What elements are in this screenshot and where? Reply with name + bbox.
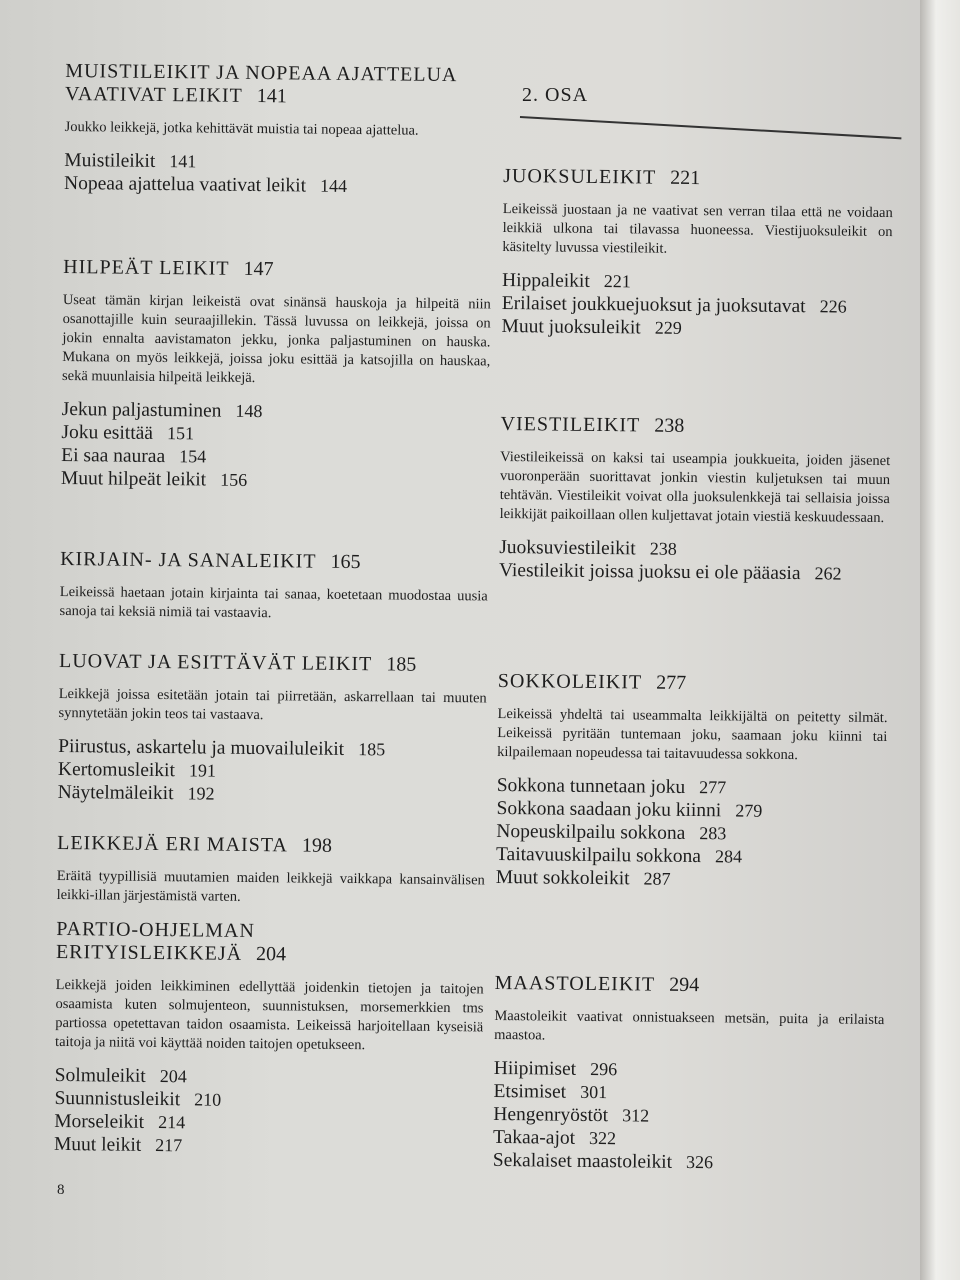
entry-page: 210 — [194, 1089, 222, 1110]
toc-entry — [496, 866, 886, 893]
toc-section — [59, 548, 488, 625]
section-page: 165 — [330, 550, 361, 574]
section-title — [56, 918, 484, 968]
entry-page: 156 — [220, 469, 248, 490]
toc-section — [501, 165, 893, 342]
entry-label: Muut juoksuleikit — [501, 315, 641, 339]
entry-label: Viestileikit joissa juoksu ei ole pääasia — [498, 559, 801, 585]
section-title-text: MUISTILEIKIT JA NOPEAA AJATTELUA VAATIVAT LEIKIT — [64, 59, 457, 107]
toc-entry — [493, 1149, 883, 1176]
facing-page-edge — [920, 0, 960, 1280]
section-title-text: PARTIO-OHJELMAN ERITYISLEIKKEJÄ — [55, 917, 256, 965]
entry-list — [54, 1064, 483, 1160]
toc-entry — [54, 1133, 482, 1160]
section-title-text: LEIKKEJÄ ERI MAISTA — [57, 831, 288, 857]
section-title — [59, 650, 487, 677]
entry-label: Suunnistusleikit — [54, 1087, 181, 1111]
section-description: Useat tämän kirjan leikeistä ovat sinänsä hauskoja ja hilpeitä niin osanottajille kuin seuraajillekin. Tässä luvussa on leikkejä, joissa on jokin ennalta aavistamaton jekku, jonka paljastuminen on hauska. Mukana on myös leikkejä, joissa joku esittää ja katsojilla on hauskaa, sekä muunlaisia hilpeitä leikkejä. — [61, 291, 491, 387]
section-title — [495, 972, 885, 999]
entry-page: 279 — [735, 800, 763, 821]
entry-label: Hiipimiset — [493, 1057, 577, 1080]
toc-section — [54, 918, 484, 1160]
page-number: 8 — [57, 1182, 65, 1198]
section-page: 185 — [386, 653, 417, 676]
section-page: 238 — [654, 414, 685, 437]
entry-page: 217 — [155, 1134, 183, 1156]
entry-page: 296 — [590, 1058, 618, 1080]
entry-label: Nopeaa ajattelua vaativat leikit — [63, 172, 307, 197]
entry-page: 326 — [685, 1151, 714, 1173]
entry-page: 238 — [649, 538, 677, 559]
section-title — [500, 413, 890, 440]
entry-page: 226 — [819, 296, 847, 317]
toc-section — [57, 832, 486, 909]
entry-page: 204 — [159, 1066, 187, 1087]
section-title — [498, 670, 888, 697]
entry-label: Nopeuskilpailu sokkona — [496, 820, 686, 844]
entry-label: Kertomusleikit — [57, 758, 176, 782]
section-title-text: MAASTOLEIKIT — [494, 971, 656, 996]
section-description: Joukko leikkejä, jotka kehittävät muistia tai nopeaa ajattelua. — [64, 118, 419, 139]
entry-page: 185 — [358, 739, 386, 760]
entry-label: Erilaiset joukkuejuoksut ja juoksutavat — [501, 292, 806, 318]
section-page: 141 — [256, 85, 287, 108]
section-title — [63, 256, 491, 283]
toc-section — [61, 256, 491, 494]
entry-page: 141 — [169, 151, 197, 172]
entry-list — [499, 536, 889, 586]
section-title-text: LUOVAT JA ESITTÄVÄT LEIKIT — [58, 649, 373, 676]
section-page: 198 — [301, 834, 332, 857]
entry-label: Etsimiset — [493, 1080, 567, 1103]
entry-label: Muut hilpeät leikit — [60, 467, 207, 491]
entry-list — [496, 774, 887, 893]
entry-label: Morseleikit — [54, 1110, 145, 1133]
section-description: Leikeissä yhdeltä tai useammalta leikkijältä on peitetty silmät. Leikeissä pyritään tuntemaan joku, saamaan joku kiinni tai kilpailemaan nopeudessa tai taitavuudessa sokkona. — [497, 705, 888, 764]
toc-entry — [61, 467, 489, 494]
section-title-text: JUOKSULEIKIT — [503, 164, 657, 189]
entry-page: 144 — [319, 175, 348, 196]
entry-label: Muut leikit — [53, 1133, 142, 1156]
entry-label: Ei saa nauraa — [61, 444, 166, 468]
entry-label: Juoksuviestileikit — [499, 536, 636, 560]
entry-label: Hippaleikit — [501, 269, 590, 292]
entry-page: 148 — [235, 400, 263, 422]
entry-page: 229 — [654, 317, 682, 338]
entry-label: Muistileikit — [64, 149, 156, 172]
entry-page: 301 — [580, 1081, 608, 1103]
entry-list — [493, 1057, 884, 1176]
toc-section — [64, 60, 493, 199]
section-page: 204 — [255, 943, 287, 966]
entry-label: Solmuleikit — [54, 1064, 146, 1087]
section-description: Leikkejä joiden leikkiminen edellyttää joidenkin tietojen ja taitojen osaamista kuten solmujenteon, suunnistuksen, morsemerkkien tms partiossa opetettavan taidon osaamista. Leikeissä harjoitellaan kyseisiä taitoja ja niitä voi käyttää noiden taitojen opetukseen. — [55, 976, 484, 1054]
entry-list — [58, 735, 487, 808]
entry-label: Joku esittää — [61, 421, 154, 444]
toc-section — [493, 972, 885, 1176]
entry-page: 322 — [588, 1127, 617, 1149]
entry-label: Sokkona tunnetaan joku — [496, 774, 686, 798]
section-title — [503, 165, 893, 192]
section-title-text: SOKKOLEIKIT — [497, 669, 643, 694]
section-description: Leikeissä juostaan ja ne vaativat sen verran tilaa että ne voidaan leikkiä ulkona tai tilavassa huoneessa. Viestijuoksuleikit on käsitelty luvussa viestileikit. — [502, 200, 893, 257]
entry-page: 283 — [699, 823, 727, 844]
toc-section — [499, 413, 891, 586]
entry-page: 284 — [714, 846, 743, 867]
entry-page: 151 — [166, 423, 195, 444]
entry-page: 154 — [179, 446, 207, 467]
section-page: 277 — [656, 671, 687, 694]
entry-page: 262 — [814, 563, 842, 584]
entry-label: Piirustus, askartelu ja muovailuleikit — [58, 735, 345, 760]
entry-label: Taitavuuskilpailu sokkona — [495, 843, 702, 868]
entry-list — [64, 149, 492, 199]
entry-list — [501, 269, 892, 342]
section-description: Eräitä tyypillisiä muutamien maiden leikkejä vaikkapa kansainvälisen leikki-illan järjestämistä varten. — [56, 867, 485, 905]
entry-label: Sokkona saadaan joku kiinni — [496, 797, 722, 822]
section-description: Leikkejä joissa esitetään jotain tai piirretään, askarrellaan tai muuten synnytetään jokin teos tai vastaava. — [58, 685, 487, 724]
toc-section — [58, 650, 488, 808]
entry-label: Näytelmäleikit — [57, 781, 174, 805]
entry-page: 221 — [603, 271, 631, 292]
section-title — [60, 548, 488, 575]
entry-label: Muut sokkoleikit — [495, 866, 630, 890]
toc-section — [496, 670, 888, 893]
section-description: Maastoleikit vaativat onnistuakseen metsän, puita ja erilaista maastoa. — [494, 1007, 885, 1044]
section-title-text: VIESTILEIKIT — [500, 412, 641, 437]
entry-label: Takaa-ajot — [492, 1126, 576, 1149]
section-page: 294 — [669, 973, 700, 997]
section-page: 221 — [670, 166, 701, 190]
entry-list — [61, 398, 490, 494]
entry-page: 312 — [622, 1105, 650, 1126]
entry-page: 192 — [187, 783, 215, 804]
entry-page: 214 — [158, 1112, 186, 1133]
toc-entry — [501, 315, 891, 342]
entry-label: Hengenryöstöt — [493, 1103, 609, 1127]
section-description: Leikeissä haetaan jotain kirjainta tai sanaa, koetetaan muodostaa uusia sanoja tai keksiä nimiä tai vastaavia. — [59, 583, 488, 622]
section-title-text: HILPEÄT LEIKIT — [63, 255, 230, 280]
entry-label: Jekun paljastuminen — [61, 398, 222, 422]
entry-page: 191 — [188, 760, 217, 781]
toc-entry — [64, 172, 492, 199]
part-label: 2. OSA — [522, 84, 589, 106]
toc-entry — [499, 559, 889, 586]
entry-page: 287 — [643, 868, 671, 889]
section-title — [65, 60, 493, 110]
section-title — [57, 832, 485, 859]
section-description: Viestileikeissä on kaksi tai useampia joukkueita, joiden jäsenet vuoronperään suorittavat jonkin viestin kuljetuksen tai muun tehtävän. Viestileikit voivat olla juoksulenkkejä tai sellaisia joissa leikkijät paikoillaan ollen kuljettavat jotain viestiä keskuudessaan. — [499, 448, 891, 526]
entry-page: 277 — [699, 777, 727, 798]
section-page: 147 — [243, 257, 274, 281]
entry-label: Sekalaiset maastoleikit — [492, 1149, 673, 1173]
toc-entry — [58, 781, 486, 808]
section-title-text: KIRJAIN- JA SANALEIKIT — [60, 547, 317, 573]
